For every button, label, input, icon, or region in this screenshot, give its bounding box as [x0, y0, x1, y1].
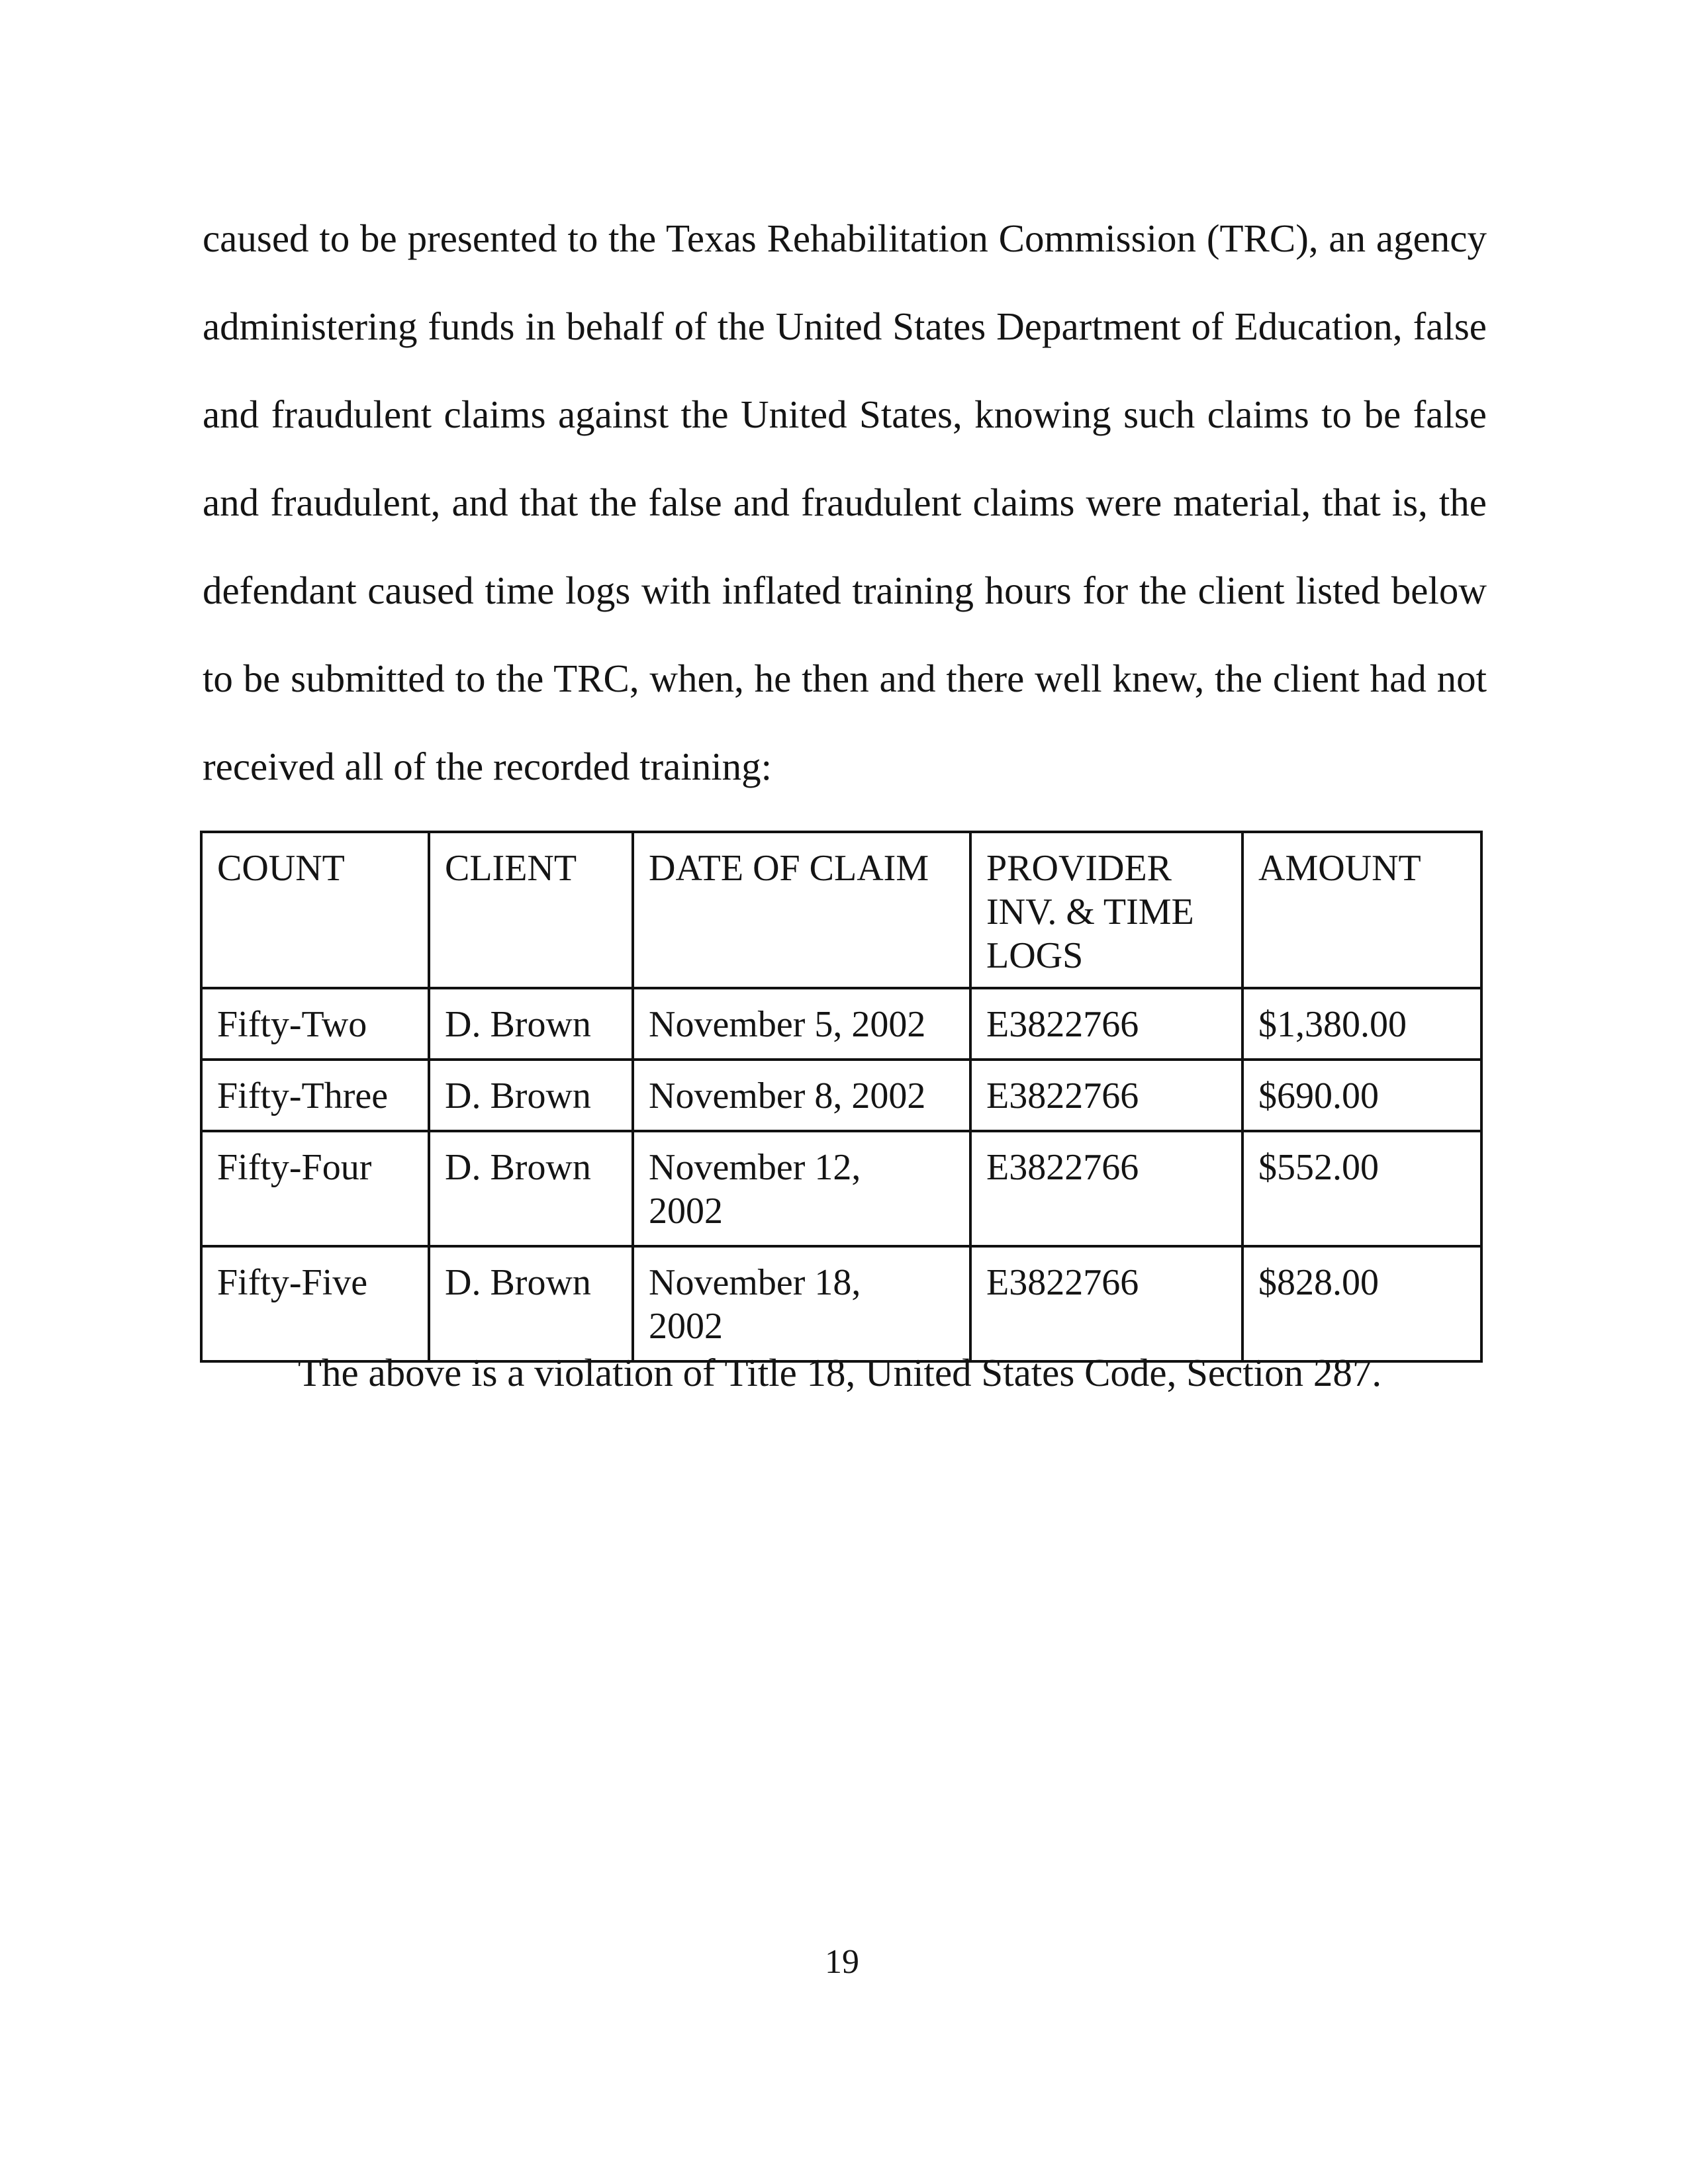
paragraph-line: defendant caused time logs with inflated training hours for the client listed below: [203, 569, 1487, 612]
table-row: [201, 1246, 1481, 1361]
paragraph-line: administering funds in behalf of the United States Department of Education, false: [203, 304, 1487, 348]
cell-invoice: E3822766: [970, 988, 1242, 1060]
header-count: COUNT: [201, 832, 429, 988]
table-row: [201, 988, 1481, 1060]
cell-amount: $552.00: [1242, 1131, 1481, 1246]
cell-count: Fifty-Four: [201, 1131, 429, 1246]
cell-invoice: E3822766: [970, 1060, 1242, 1131]
cell-client: D. Brown: [429, 988, 633, 1060]
header-client: CLIENT: [429, 832, 633, 988]
cell-date-line: November 12,: [649, 1147, 861, 1188]
header-date-of-claim: DATE OF CLAIM: [633, 832, 970, 988]
cell-count: Fifty-Three: [201, 1060, 429, 1131]
cell-client: D. Brown: [429, 1246, 633, 1361]
cell-client: D. Brown: [429, 1131, 633, 1246]
cell-date-line: November 18,: [649, 1262, 861, 1303]
paragraph-line: to be submitted to the TRC, when, he then and there well knew, the client had not: [203, 657, 1487, 700]
header-provider-line: INV. & TIME: [986, 891, 1194, 933]
cell-amount: $1,380.00: [1242, 988, 1481, 1060]
cell-amount: $828.00: [1242, 1246, 1481, 1361]
paragraph-line: and fraudulent claims against the United States, knowing such claims to be false: [203, 392, 1487, 436]
cell-date: [633, 1246, 970, 1361]
page-number: 19: [825, 1943, 859, 1981]
cell-count: Fifty-Two: [201, 988, 429, 1060]
cell-date: [633, 1131, 970, 1246]
cell-count: Fifty-Five: [201, 1246, 429, 1361]
table-header-row: [201, 832, 1481, 988]
header-amount: AMOUNT: [1242, 832, 1481, 988]
cell-date-line: 2002: [649, 1191, 723, 1232]
header-provider-inv-time-logs: [970, 832, 1242, 988]
cell-invoice: E3822766: [970, 1246, 1242, 1361]
table-row: [201, 1131, 1481, 1246]
cell-amount: $690.00: [1242, 1060, 1481, 1131]
table-row: [201, 1060, 1481, 1131]
paragraph-line: and fraudulent, and that the false and fraudulent claims were material, that is, the: [203, 480, 1487, 524]
header-provider-line: PROVIDER: [986, 848, 1172, 889]
cell-invoice: E3822766: [970, 1131, 1242, 1246]
cell-date: November 8, 2002: [633, 1060, 970, 1131]
violation-statement: The above is a violation of Title 18, United States Code, Section 287.: [298, 1351, 1382, 1394]
header-provider-line: LOGS: [986, 935, 1084, 976]
cell-date: November 5, 2002: [633, 988, 970, 1060]
cell-date-line: 2002: [649, 1306, 723, 1347]
cell-client: D. Brown: [429, 1060, 633, 1131]
paragraph-line: caused to be presented to the Texas Rehabilitation Commission (TRC), an agency: [203, 216, 1487, 260]
paragraph-line-last: received all of the recorded training:: [203, 745, 772, 788]
claims-table: [200, 831, 1483, 1363]
body-paragraph: [203, 205, 1487, 821]
